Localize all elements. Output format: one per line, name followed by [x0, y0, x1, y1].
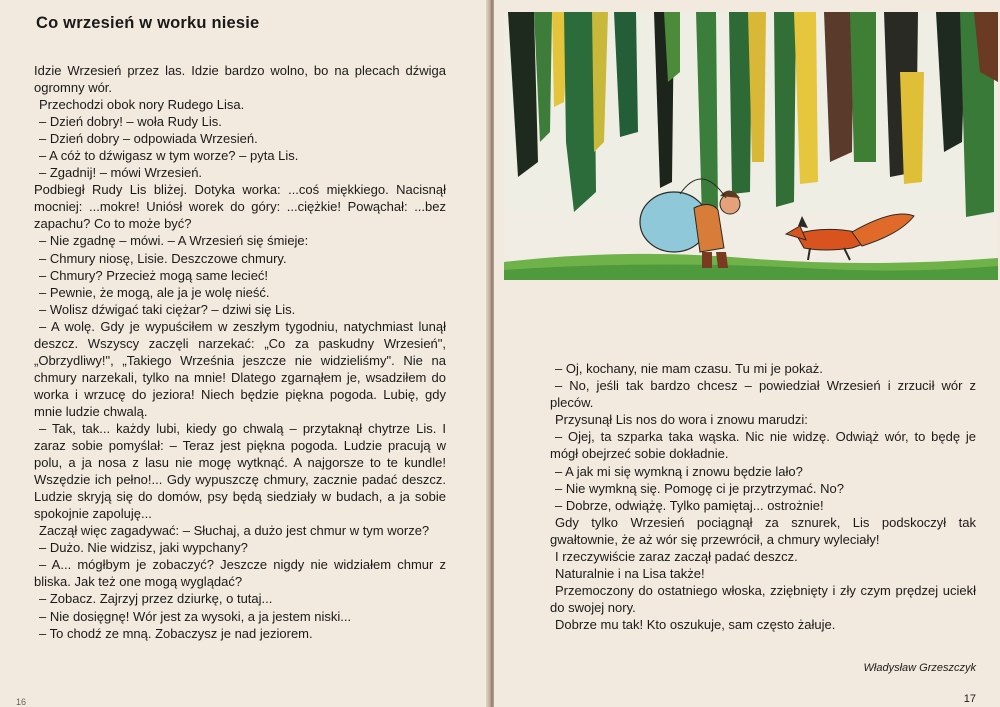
left-paragraph: – Zobacz. Zajrzyj przez dziurkę, o tutaj...	[39, 591, 273, 607]
left-paragraph: – Chmury? Przecież mogą same lecieć!	[39, 267, 269, 283]
right-paragraph: Przemoczony do ostatniego włoska, zziębnięty i zły czym prędzej uciekł do swojej nory.	[550, 583, 976, 616]
left-paragraph: – Dużo. Nie widzisz, jaki wypchany?	[39, 540, 248, 556]
left-paragraph: – A... mógłbym je zobaczyć? Jeszcze nigdy nie widziałem chmur z bliska. Jak też one mogą wyglądać?	[34, 557, 446, 590]
left-paragraph: – Zgadnij! – mówi Wrzesień.	[39, 165, 203, 181]
left-paragraph: – A wolę. Gdy je wypuściłem w zeszłym tygodniu, natychmiast lunął deszcz. Wszyscy zaczęli narzekać: „Co za paskudny Wrzesień", „Obrzydliwy!", „Takiego Września jeszcze nie widzieliśmy". Nie na chmury narzekali, tylko na mnie! Dlatego zgarnąłem je, wsadziłem do worka i wrzucę do jeziora! Niech będzie piękna pogoda. Lubię, gdy mnie ludzie chwalą.	[34, 318, 446, 419]
right-paragraph: Naturalnie i na Lisa także!	[555, 566, 705, 582]
right-paragraph: Przysunął Lis nos do wora i znowu marudzi:	[555, 412, 808, 428]
left-paragraph: Podbiegł Rudy Lis bliżej. Dotyka worka: ...coś miękkiego. Nacisnął mocniej: ...mokre! Uniósł worek do góry: ...ciężkie! Powąchał: ...bez zapachu? Co to może być?	[34, 182, 446, 232]
left-paragraph: – A cóż to dźwigasz w tym worze? – pyta Lis.	[39, 148, 299, 164]
right-page	[494, 0, 1000, 707]
right-page-number: 17	[963, 693, 976, 705]
forest-illustration	[504, 12, 998, 280]
left-paragraph: – To chodź ze mną. Zobaczysz je nad jeziorem.	[39, 625, 313, 641]
left-page	[0, 0, 488, 707]
right-paragraph: – A jak mi się wymkną i znowu będzie lało?	[555, 463, 803, 479]
left-paragraph: – Dzień dobry! – woła Rudy Lis.	[39, 114, 222, 130]
right-paragraph: – Dobrze, odwiążę. Tylko pamiętaj... ostrożnie!	[555, 497, 824, 513]
left-paragraph: Przechodzi obok nory Rudego Lisa.	[39, 97, 245, 113]
left-paragraph: – Dzień dobry – odpowiada Wrzesień.	[39, 131, 258, 147]
left-story-text	[34, 62, 446, 642]
story-title: Co wrzesień w worku niesie	[36, 14, 260, 32]
left-paragraph: – Pewnie, że mogą, ale ja je wolę nieść.	[39, 284, 270, 300]
right-paragraph: – Nie wymkną się. Pomogę ci je przytrzymać. No?	[555, 480, 844, 496]
left-paragraph: – Nie dosięgnę! Wór jest za wysoki, a ja jestem niski...	[39, 608, 352, 624]
right-story-text	[550, 360, 976, 634]
right-paragraph: Dobrze mu tak! Kto oszukuje, sam często żałuje.	[555, 617, 836, 633]
right-paragraph: Gdy tylko Wrzesień pociągnął za sznurek, Lis podskoczył tak gwałtownie, że aż wór się przewrócił, a chmury wyleciały!	[550, 514, 976, 547]
left-paragraph: – Chmury niosę, Lisie. Deszczowe chmury.	[39, 250, 287, 266]
left-paragraph: – Nie zgadnę – mówi. – A Wrzesień się śmieje:	[39, 233, 309, 249]
right-paragraph: – No, jeśli tak bardzo chcesz – powiedział Wrzesień i zrzucił wór z pleców.	[550, 378, 976, 411]
author-name: Władysław Grzeszczyk	[863, 662, 976, 674]
right-paragraph: – Ojej, ta szparka taka wąska. Nic nie widzę. Odwiąż wór, to będę je mógł obejrzeć sobie dokładnie.	[550, 429, 976, 462]
left-paragraph: Zaczął więc zagadywać: – Słuchaj, a dużo jest chmur w tym worze?	[39, 523, 430, 539]
left-paragraph: Idzie Wrzesień przez las. Idzie bardzo wolno, bo na plecach dźwiga ogromny wór.	[34, 63, 446, 96]
left-paragraph: – Wolisz dźwigać taki ciężar? – dziwi się Lis.	[39, 301, 296, 317]
left-page-number: 16	[16, 697, 27, 707]
right-paragraph: I rzeczywiście zaraz zaczął padać deszcz.	[555, 549, 798, 565]
left-paragraph: – Tak, tak... każdy lubi, kiedy go chwalą – przytaknął chytrze Lis. I zaraz sobie pomyślał: – Teraz jest piękna pogoda. Ludzie pracują w polu, a ja nosa z lasu nie mogę wytknąć. A najgorsze to te kundle! Wszędzie ich pełno!... Gdy wypuszczę chmury, zacznie padać deszcz. Ludzie skryją się do domów, psy będą siedziały w budach, a ja sobie spokojnie zapoluję...	[34, 420, 446, 522]
right-paragraph: – Oj, kochany, nie mam czasu. Tu mi je pokaż.	[555, 361, 823, 376]
